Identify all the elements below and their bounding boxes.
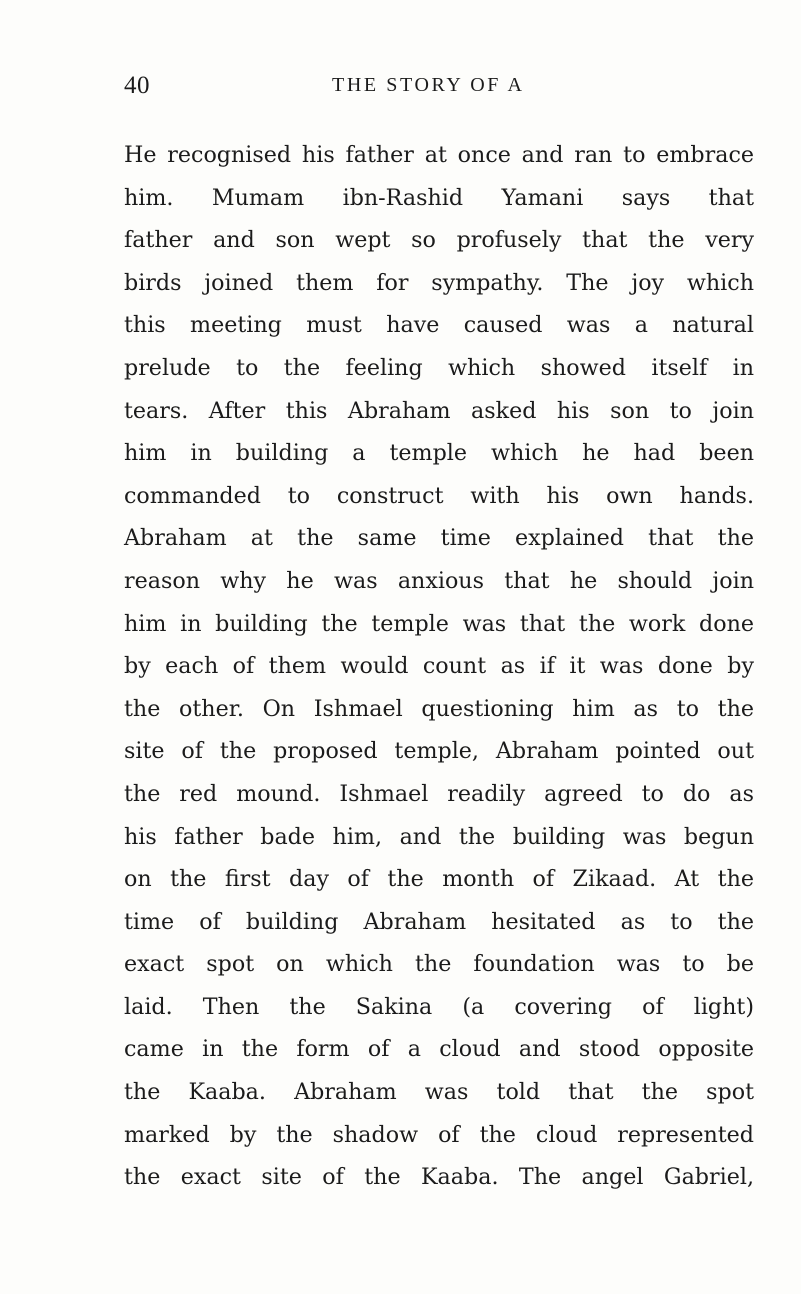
page-number: 40 bbox=[124, 72, 150, 99]
text-line: father and son wept so profusely that the very bbox=[124, 227, 754, 254]
text-line: prelude to the feeling which showed itself in bbox=[124, 354, 754, 381]
text-line: the other. On Ishmael questioning him as to the bbox=[124, 695, 754, 722]
text-line: the Kaaba. Abraham was told that the spot bbox=[124, 1079, 754, 1106]
page-header bbox=[0, 72, 801, 102]
text-line: the red mound. Ishmael readily agreed to do as bbox=[124, 780, 754, 807]
text-line: laid. Then the Sakina (a covering of light) bbox=[124, 993, 754, 1020]
text-line: reason why he was anxious that he should join bbox=[124, 567, 754, 594]
text-line: by each of them would count as if it was done by bbox=[124, 653, 754, 680]
text-line: marked by the shadow of the cloud represented bbox=[124, 1121, 754, 1148]
text-line: this meeting must have caused was a natural bbox=[124, 312, 754, 339]
text-line: birds joined them for sympathy. The joy which bbox=[124, 269, 754, 296]
body-text bbox=[124, 134, 754, 1199]
running-head: THE STORY OF A bbox=[332, 74, 525, 96]
text-line: him in building the temple was that the work done bbox=[124, 610, 754, 637]
text-line: on the first day of the month of Zikaad. At the bbox=[124, 866, 754, 893]
text-line: Abraham at the same time explained that the bbox=[124, 525, 754, 552]
text-line: the exact site of the Kaaba. The angel Gabriel, bbox=[124, 1164, 754, 1191]
text-line: time of building Abraham hesitated as to the bbox=[124, 908, 754, 935]
text-line: came in the form of a cloud and stood opposite bbox=[124, 1036, 754, 1063]
text-line: his father bade him, and the building was begun bbox=[124, 823, 754, 850]
text-line: him in building a temple which he had been bbox=[124, 440, 754, 467]
text-line: He recognised his father at once and ran to embrace bbox=[124, 142, 754, 168]
text-line: exact spot on which the foundation was to be bbox=[124, 951, 754, 978]
text-line: commanded to construct with his own hands. bbox=[124, 482, 754, 509]
text-line: tears. After this Abraham asked his son to join bbox=[124, 397, 754, 424]
text-line: him. Mumam ibn-Rashid Yamani says that bbox=[124, 184, 754, 211]
text-line: site of the proposed temple, Abraham pointed out bbox=[124, 738, 754, 765]
